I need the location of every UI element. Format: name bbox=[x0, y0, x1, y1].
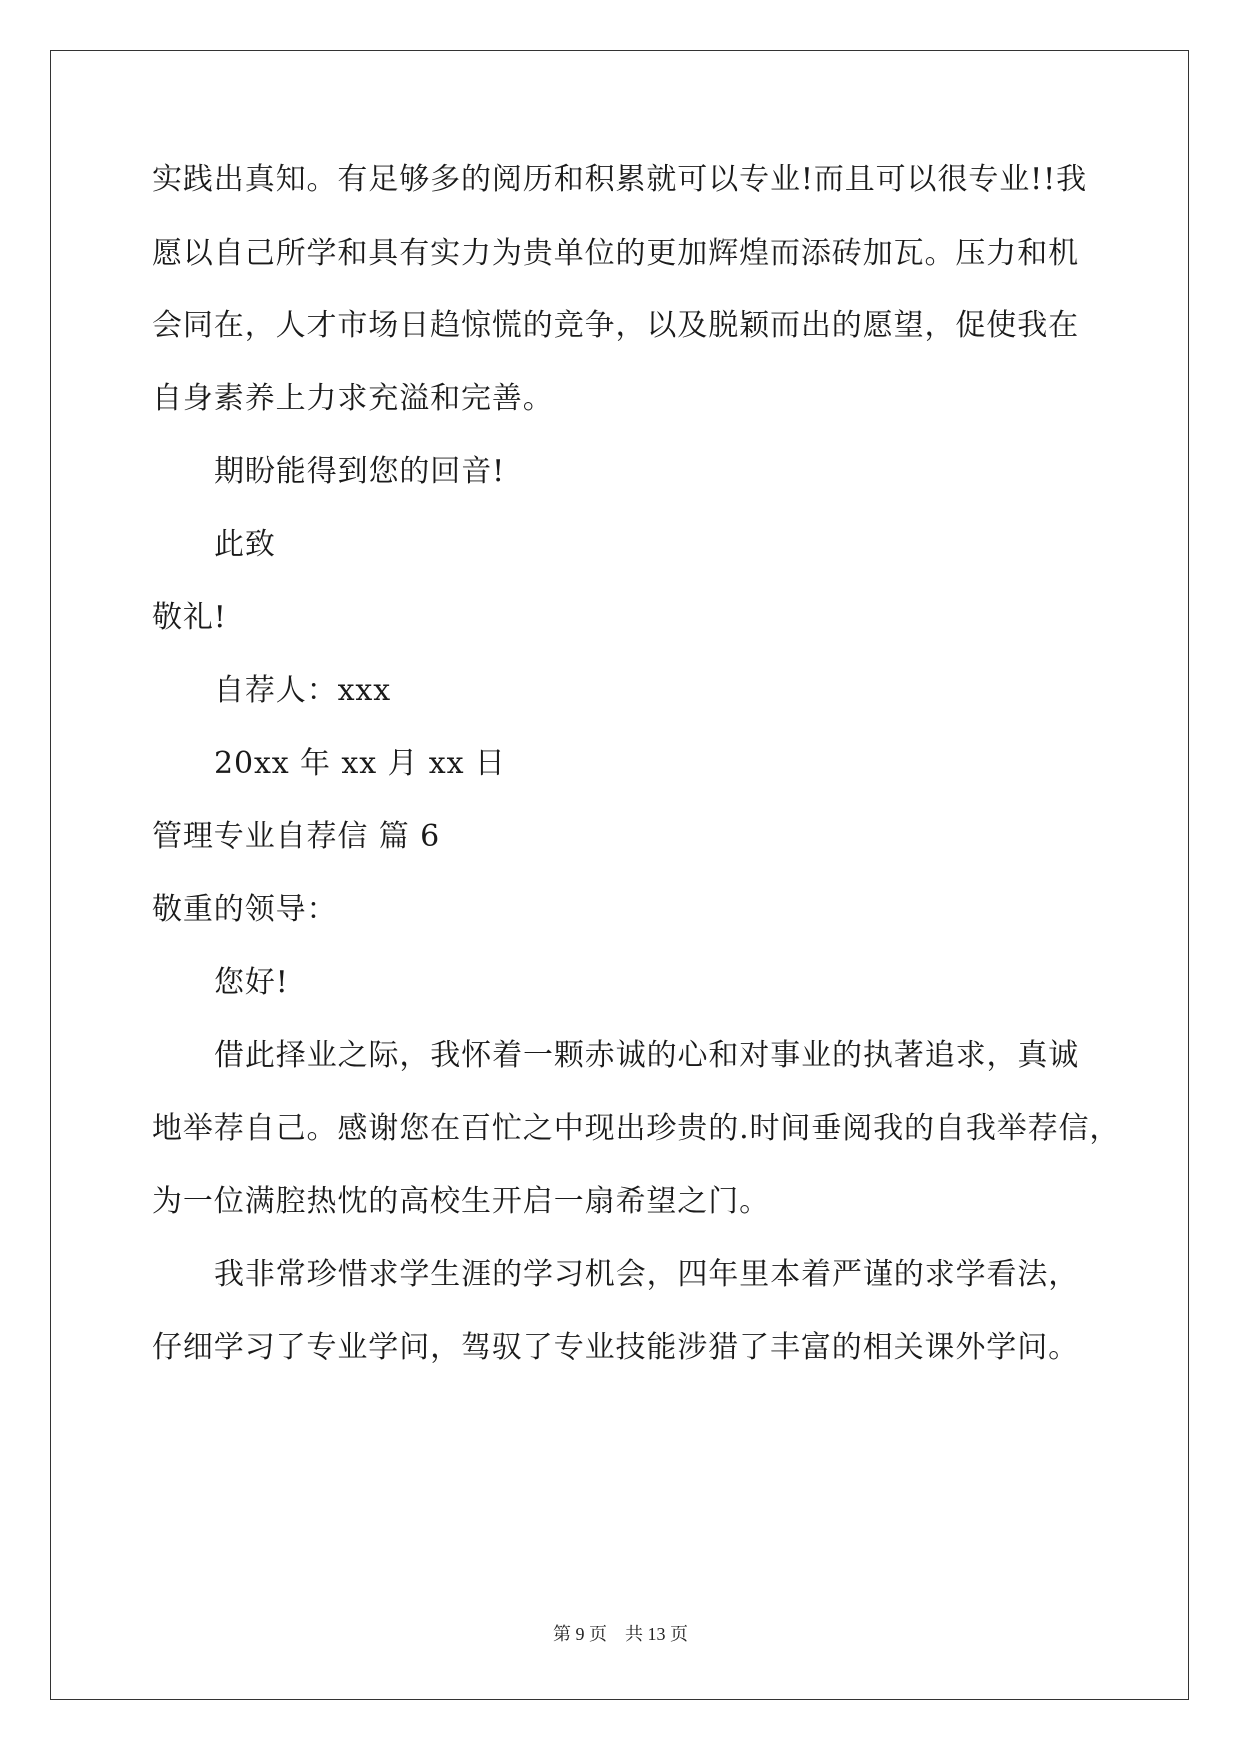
section-heading: 管理专业自荐信 篇 6 bbox=[152, 819, 441, 854]
text-line: 愿以自己所学和具有实力为贵单位的更加辉煌而添砖加瓦。压力和机 bbox=[152, 236, 1079, 271]
page-number-footer: 第 9 页 共 13 页 bbox=[553, 1624, 688, 1644]
text-line: 期盼能得到您的回音! bbox=[214, 454, 506, 489]
page-border bbox=[50, 50, 1189, 1700]
text-line: 敬礼! bbox=[152, 600, 227, 635]
greeting: 您好! bbox=[214, 965, 289, 1000]
text-line: 此致 bbox=[214, 527, 276, 562]
text-line: 为一位满腔热忱的高校生开启一扇希望之门。 bbox=[152, 1184, 770, 1219]
text-line: 仔细学习了专业学问，驾驭了专业技能涉猎了丰富的相关课外学问。 bbox=[152, 1330, 1079, 1365]
text-line: 借此择业之际，我怀着一颗赤诚的心和对事业的执著追求，真诚 bbox=[214, 1038, 1080, 1073]
signature-line: 自荐人：xxx bbox=[214, 673, 392, 708]
text-line: 实践出真知。有足够多的阅历和积累就可以专业!而且可以很专业!!我 bbox=[152, 162, 1087, 197]
text-line: 自身素养上力求充溢和完善。 bbox=[152, 381, 554, 416]
salutation: 敬重的领导： bbox=[152, 892, 338, 927]
text-line: 地举荐自己。感谢您在百忙之中现出珍贵的.时间垂阅我的自我举荐信， bbox=[152, 1111, 1121, 1146]
text-line: 我非常珍惜求学生涯的学习机会，四年里本着严谨的求学看法， bbox=[214, 1257, 1080, 1292]
date-line: 20xx 年 xx 月 xx 日 bbox=[214, 746, 506, 781]
text-line: 会同在，人才市场日趋惊慌的竞争，以及脱颖而出的愿望，促使我在 bbox=[152, 308, 1079, 343]
